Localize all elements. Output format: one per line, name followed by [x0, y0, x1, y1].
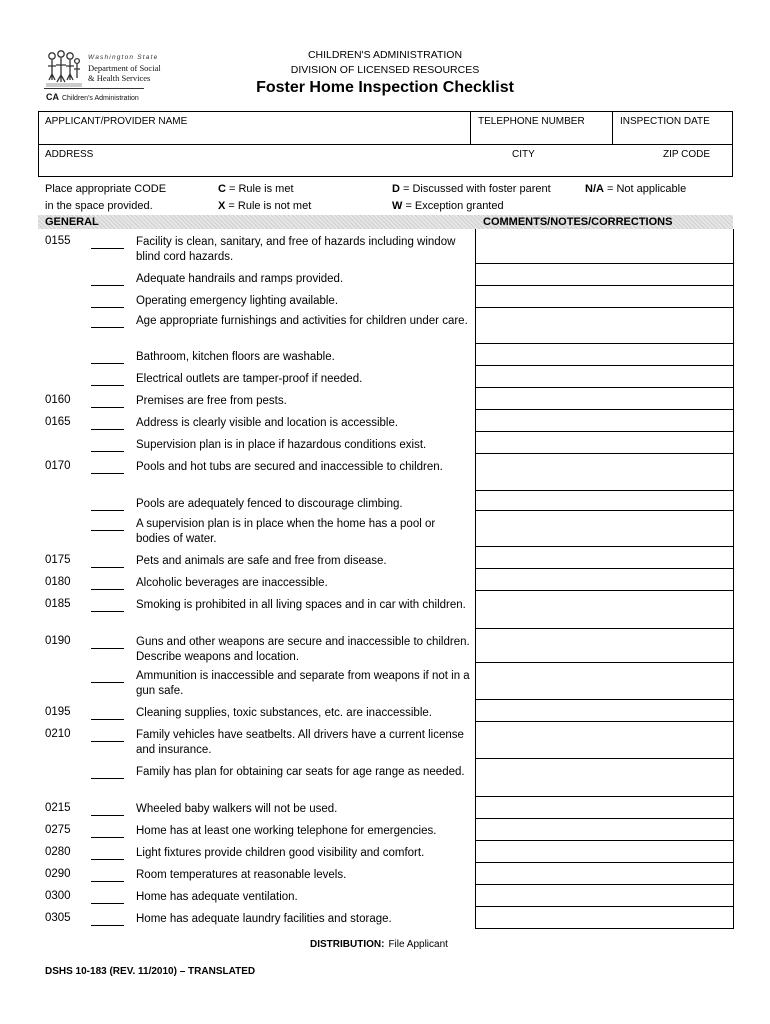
rule-code: 0155: [45, 235, 71, 247]
comment-entry-line[interactable]: [475, 546, 733, 547]
code-entry-blank[interactable]: [91, 248, 124, 249]
rule-code: 0190: [45, 635, 71, 647]
inspection-date-field[interactable]: INSPECTION DATE: [620, 116, 710, 127]
address-field[interactable]: ADDRESS: [45, 149, 94, 160]
comment-entry-line[interactable]: [475, 662, 733, 663]
code-entry-blank[interactable]: [91, 903, 124, 904]
rule-code: 0175: [45, 554, 71, 566]
rule-code: 0195: [45, 706, 71, 718]
telephone-column-divider: [470, 111, 471, 144]
comment-entry-line[interactable]: [475, 758, 733, 759]
code-entry-blank[interactable]: [91, 429, 124, 430]
checklist-item-text: A supervision plan is in place when the home has a pool or bodies of water.: [136, 518, 436, 545]
code-entry-blank[interactable]: [91, 530, 124, 531]
department-name: Department of Social & Health Services: [88, 63, 161, 83]
comment-entry-line[interactable]: [475, 453, 733, 454]
code-instruction-1: Place appropriate CODE: [45, 183, 167, 195]
checklist-item-text: Light fixtures provide children good visibility and comfort.: [136, 847, 425, 859]
dshs-logo: [42, 48, 172, 108]
code-entry-blank[interactable]: [91, 778, 124, 779]
comment-entry-line[interactable]: [475, 490, 733, 491]
comment-entry-line[interactable]: [475, 568, 733, 569]
code-entry-blank[interactable]: [91, 881, 124, 882]
provider-table-row-divider: [38, 144, 733, 145]
comments-column: [475, 229, 734, 929]
code-entry-blank[interactable]: [91, 741, 124, 742]
checklist-item-text: Operating emergency lighting available.: [136, 295, 339, 307]
rule-code: 0215: [45, 802, 71, 814]
rule-code: 0170: [45, 460, 71, 472]
code-entry-blank[interactable]: [91, 589, 124, 590]
code-instruction-2: in the space provided.: [45, 200, 153, 212]
rule-code: 0210: [45, 728, 71, 740]
city-field[interactable]: CITY: [512, 149, 535, 160]
comments-column-heading: COMMENTS/NOTES/CORRECTIONS: [483, 216, 673, 228]
comment-entry-line[interactable]: [475, 285, 733, 286]
header-line-2: DIVISION OF LICENSED RESOURCES: [290, 64, 480, 76]
comment-entry-line[interactable]: [475, 840, 733, 841]
logo-divider: [44, 88, 144, 89]
code-entry-blank[interactable]: [91, 837, 124, 838]
comment-entry-line[interactable]: [475, 365, 733, 366]
checklist-item-text: Home has at least one working telephone for emergencies.: [136, 825, 437, 837]
general-section-heading: GENERAL: [45, 216, 99, 228]
checklist-item-text: Family vehicles have seatbelts. All drivers have a current license and insurance.: [136, 729, 464, 756]
comment-entry-line[interactable]: [475, 343, 733, 344]
comment-entry-line[interactable]: [475, 862, 733, 863]
washington-state-label: Washington State: [88, 54, 159, 61]
form-number: DSHS 10-183 (REV. 11/2010) – TRANSLATED: [45, 966, 256, 977]
code-entry-blank[interactable]: [91, 815, 124, 816]
code-d-legend: D = Discussed with foster parent: [392, 183, 551, 195]
comment-entry-line[interactable]: [475, 409, 733, 410]
comment-entry-line[interactable]: [475, 721, 733, 722]
comment-entry-line[interactable]: [475, 510, 733, 511]
comment-entry-line[interactable]: [475, 590, 733, 591]
comment-entry-line[interactable]: [475, 431, 733, 432]
page-title: Foster Home Inspection Checklist: [256, 79, 514, 96]
date-column-divider: [612, 111, 613, 144]
checklist-item-text: Pets and animals are safe and free from disease.: [136, 555, 387, 567]
code-entry-blank[interactable]: [91, 407, 124, 408]
checklist-item-text: Age appropriate furnishings and activities for children under care.: [136, 315, 468, 327]
code-na-legend: N/A = Not applicable: [585, 183, 687, 195]
checklist-item-text: Electrical outlets are tamper-proof if needed.: [136, 373, 363, 385]
rule-code: 0290: [45, 868, 71, 880]
zip-code-field[interactable]: ZIP CODE: [663, 149, 711, 160]
rule-code: 0305: [45, 912, 71, 924]
checklist-item-text: Supervision plan is in place if hazardous conditions exist.: [136, 439, 427, 451]
code-entry-blank[interactable]: [91, 451, 124, 452]
checklist-item-text: Cleaning supplies, toxic substances, etc. are inaccessible.: [136, 707, 432, 719]
checklist-item-text: Bathroom, kitchen floors are washable.: [136, 351, 335, 363]
code-entry-blank[interactable]: [91, 510, 124, 511]
checklist-item-text: Adequate handrails and ramps provided.: [136, 273, 344, 285]
comment-entry-line[interactable]: [475, 263, 733, 264]
code-entry-blank[interactable]: [91, 285, 124, 286]
comment-entry-line[interactable]: [475, 307, 733, 308]
code-entry-blank[interactable]: [91, 648, 124, 649]
code-entry-blank[interactable]: [91, 682, 124, 683]
comment-entry-line[interactable]: [475, 628, 733, 629]
family-figures-icon: [46, 50, 82, 88]
childrens-administration-label: CA Children's Administration: [46, 92, 139, 102]
code-entry-blank[interactable]: [91, 363, 124, 364]
code-entry-blank[interactable]: [91, 611, 124, 612]
comment-entry-line[interactable]: [475, 387, 733, 388]
applicant-name-field[interactable]: APPLICANT/PROVIDER NAME: [45, 116, 188, 127]
rule-code: 0300: [45, 890, 71, 902]
code-entry-blank[interactable]: [91, 327, 124, 328]
code-c-legend: C = Rule is met: [218, 183, 294, 195]
code-entry-blank[interactable]: [91, 385, 124, 386]
code-entry-blank[interactable]: [91, 307, 124, 308]
checklist-item-text: Home has adequate laundry facilities and storage.: [136, 913, 392, 925]
rule-code: 0160: [45, 394, 71, 406]
comment-entry-line[interactable]: [475, 884, 733, 885]
checklist-item-text: Wheeled baby walkers will not be used.: [136, 803, 338, 815]
rule-code: 0275: [45, 824, 71, 836]
code-entry-blank[interactable]: [91, 567, 124, 568]
checklist-item-text: Pools and hot tubs are secured and inaccessible to children.: [136, 461, 443, 473]
comment-entry-line[interactable]: [475, 796, 733, 797]
rule-code: 0280: [45, 846, 71, 858]
checklist-item-text: Smoking is prohibited in all living spaces and in car with children.: [136, 599, 466, 611]
distribution-line: DISTRIBUTION: File Applicant: [310, 939, 448, 950]
telephone-field[interactable]: TELEPHONE NUMBER: [478, 116, 585, 127]
header-line-1: CHILDREN'S ADMINISTRATION: [307, 49, 463, 61]
code-entry-blank[interactable]: [91, 473, 124, 474]
checklist-item-text: Guns and other weapons are secure and inaccessible to children. Describe weapons and location.: [136, 636, 470, 663]
checklist-item-text: Address is clearly visible and location is accessible.: [136, 417, 399, 429]
rule-code: 0165: [45, 416, 71, 428]
code-x-legend: X = Rule is not met: [218, 200, 312, 212]
comment-entry-line[interactable]: [475, 818, 733, 819]
checklist-item-text: Home has adequate ventilation.: [136, 891, 298, 903]
checklist-item-text: Family has plan for obtaining car seats for age range as needed.: [136, 766, 465, 778]
rule-code: 0185: [45, 598, 71, 610]
checklist-item-text: Facility is clean, sanitary, and free of hazards including window blind cord hazards.: [136, 236, 456, 263]
checklist-item-text: Pools are adequately fenced to discourage climbing.: [136, 498, 403, 510]
code-entry-blank[interactable]: [91, 719, 124, 720]
rule-code: 0180: [45, 576, 71, 588]
checklist-item-text: Alcoholic beverages are inaccessible.: [136, 577, 328, 589]
checklist-item-text: Ammunition is inaccessible and separate from weapons if not in a gun safe.: [136, 670, 470, 697]
checklist-item-text: Room temperatures at reasonable levels.: [136, 869, 347, 881]
comment-entry-line[interactable]: [475, 906, 733, 907]
code-w-legend: W = Exception granted: [392, 200, 504, 212]
checklist-item-text: Premises are free from pests.: [136, 395, 287, 407]
code-entry-blank[interactable]: [91, 859, 124, 860]
code-entry-blank[interactable]: [91, 925, 124, 926]
comment-entry-line[interactable]: [475, 928, 733, 929]
comment-entry-line[interactable]: [475, 699, 733, 700]
